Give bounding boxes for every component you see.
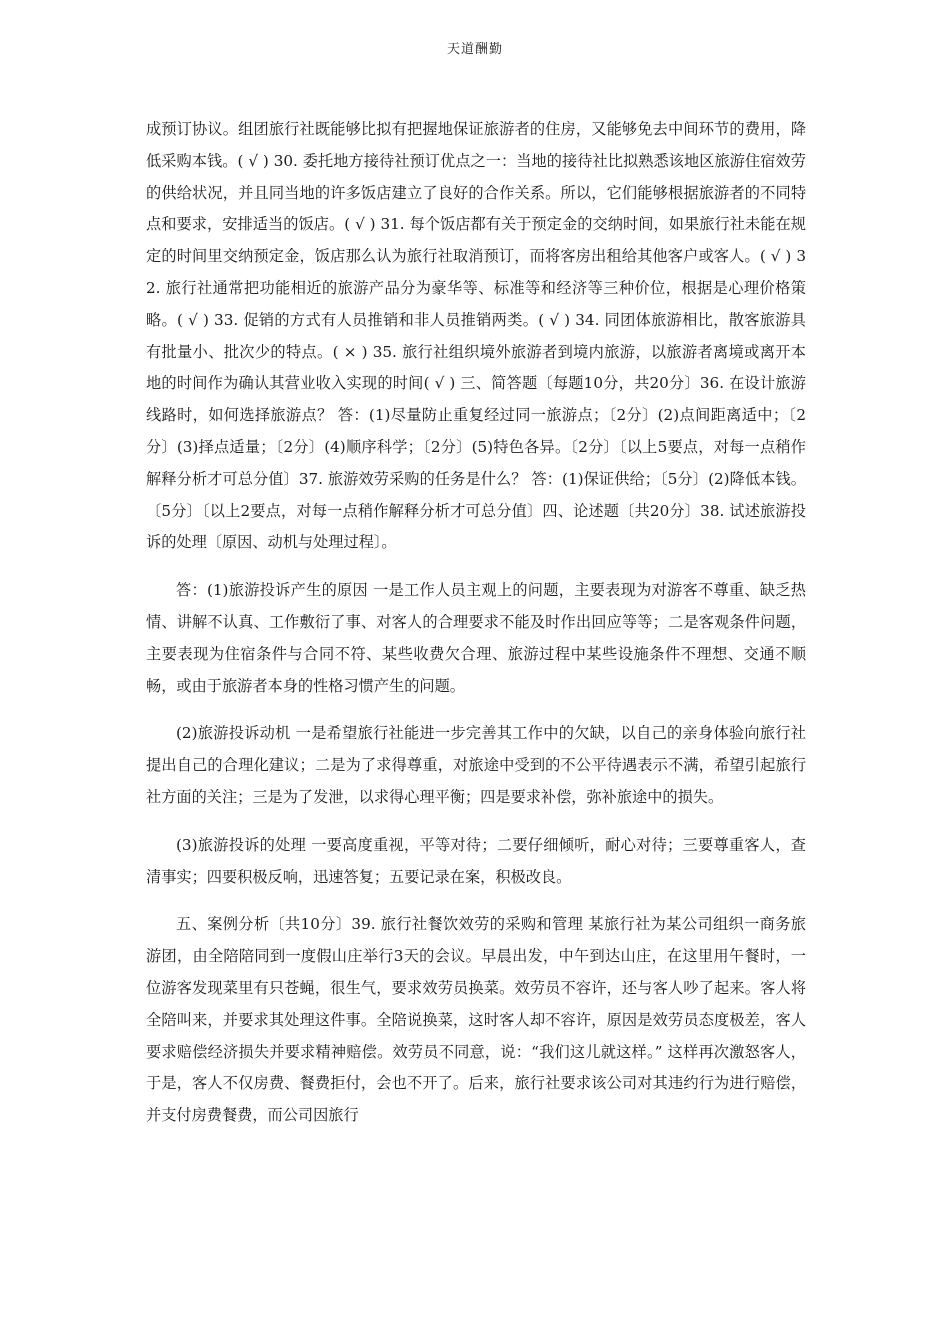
paragraph-case-analysis: 五、案例分析〔共10分〕39. 旅行社餐饮效劳的采购和管理 某旅行社为某公司组织一商务旅游团，由全陪陪同到一度假山庄举行3天的会议。早晨出发，中午到达山庄，在这里用午餐时，一位游客发现菜里有只苍蝇，很生气，要求效劳员换菜。效劳员不容许，还与客人吵了起来。客人将全陪叫来，并要求其处理这件事。全陪说换菜，这时客人却不容许，原因是效劳员态度极差，客人要求赔偿经济损失并要求精神赔偿。效劳员不同意，说：“我们这儿就这样。” 这样再次激怒客人，于是，客人不仅房费、餐费拒付，会也不开了。后来，旅行社要求该公司对其违约行为进行赔偿，并支付房费餐费，而公司因旅行	[146, 915, 806, 1125]
paragraph-complaint-handling: (3)旅游投诉的处理 一要高度重视，平等对待；二要仔细倾听，耐心对待；三要尊重客人，查清事实；四要积极反响，迅速答复；五要记录在案，积极改良。	[146, 835, 806, 886]
paragraph-complaint-causes: 答：(1)旅游投诉产生的原因 一是工作人员主观上的问题，主要表现为对游客不尊重、缺乏热情、讲解不认真、工作敷衍了事、对客人的合理要求不能及时作出回应等等；二是客观条件问题，主要表现为住宿条件与合同不符、某些收费欠合理、旅游过程中某些设施条件不理想、交通不顺畅，或由于旅游者本身的性格习惯产生的问题。	[146, 581, 806, 695]
paragraph-true-false-answers: 成预订协议。组团旅行社既能够比拟有把握地保证旅游者的住房，又能够免去中间环节的费用，降低采购本钱。( √ ) 30. 委托地方接待社预订优点之一：当地的接待社比拟熟悉该地区旅游住宿效劳的供给状况，并且同当地的许多饭店建立了良好的合作关系。所以，它们能够根据旅游者的不同特点和要求，安排适当的饭店。( √ ) 31. 每个饭店都有关于预定金的交纳时间，如果旅行社未能在规定的时间里交纳预定金，饭店那么认为旅行社取消预订，而将客房出租给其他客户或客人。( √ ) 32. 旅行社通常把功能相近的旅游产品分为豪华等、标准等和经济等三种价位，根据是心理价格策略。( √ ) 33. 促销的方式有人员推销和非人员推销两类。( √ ) 34. 同团体旅游相比，散客旅游具有批量小、批次少的特点。( × ) 35. 旅行社组织境外旅游者到境内旅游，以旅游者离境或离开本地的时间作为确认其营业收入实现的时间( √ ) 三、简答题〔每题10分，共20分〕36. 在设计旅游线路时，如何选择旅游点？ 答：(1)尽量防止重复经过同一旅游点；〔2分〕(2)点间距离适中；〔2分〕(3)择点适量；〔2分〕(4)顺序科学；〔2分〕(5)特色各异。〔2分〕〔以上5要点，对每一点稍作解释分析才可总分值〕37. 旅游效劳采购的任务是什么？ 答：(1)保证供给；〔5分〕(2)降低本钱。〔5分〕〔以上2要点，对每一点稍作解释分析才可总分值〕四、论述题〔共20分〕38. 试述旅游投诉的处理〔原因、动机与处理过程〕。	[146, 120, 806, 552]
document-body	[146, 114, 806, 1148]
page-header: 天道酬勤	[446, 42, 503, 57]
paragraph-complaint-motives: (2)旅游投诉动机 一是希望旅行社能进一步完善其工作中的欠缺，以自己的亲身体验向旅行社提出自己的合理化建议；二是为了求得尊重，对旅途中受到的不公平待遇表示不满，希望引起旅行社方面的关注；三是为了发泄，以求得心理平衡；四是要求补偿，弥补旅途中的损失。	[146, 724, 806, 806]
